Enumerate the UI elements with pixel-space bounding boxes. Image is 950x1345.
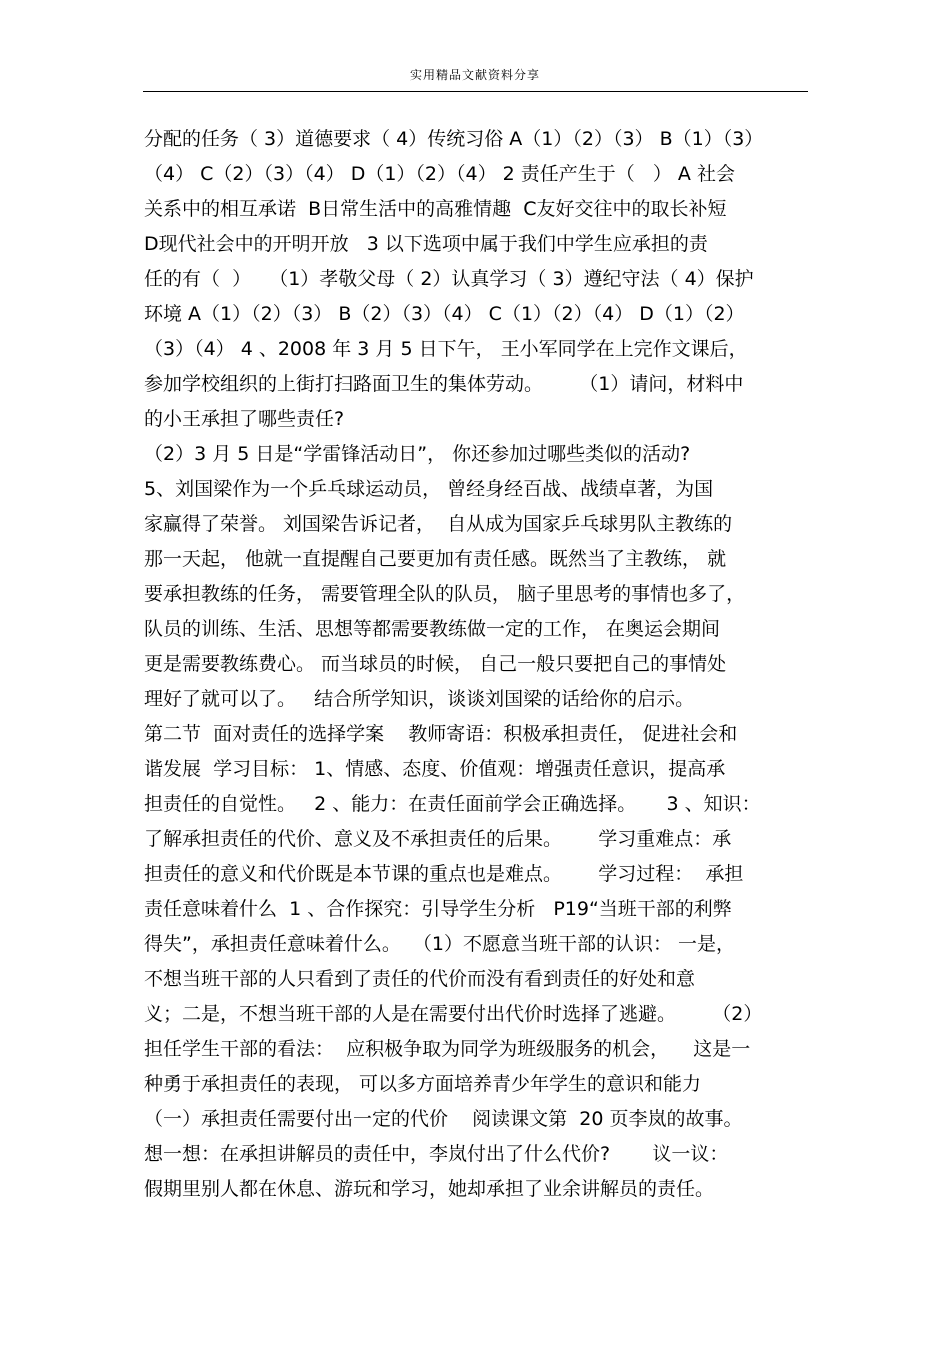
text-line: 分配的任务（ 3）道德要求（ 4）传统习俗 A（1）（2）（3） B（1）（3） (144, 128, 764, 150)
text-line: 的小王承担了哪些责任? (144, 408, 345, 430)
text-line: 担责任的自觉性。 2 、能力：在责任面前学会正确选择。 3 、知识： (144, 793, 761, 815)
page-header: 实用精品文献资料分享 (409, 68, 540, 82)
text-line: 假期里别人都在休息、游玩和学习，她却承担了业余讲解员的责任。 (144, 1178, 715, 1200)
text-line: D现代社会中的开明开放 3 以下选项中属于我们中学生应承担的责 (144, 233, 708, 255)
text-line: （4） C（2）（3）（4） D（1）（2）（4） 2 责任产生于（ ） A 社会 (144, 163, 735, 185)
text-line: 第二节 面对责任的选择学案 教师寄语：积极承担责任， 促进社会和 (144, 723, 738, 745)
text-line: 担责任的意义和代价既是本节课的重点也是难点。 学习过程： 承担 (144, 863, 744, 885)
text-line: 关系中的相互承诺 B日常生活中的高雅情趣 C友好交往中的取长补短 (144, 198, 727, 220)
document-body (144, 122, 814, 1207)
text-line: 家赢得了荣誉。 刘国梁告诉记者， 自从成为国家乒乓球男队主教练的 (144, 513, 733, 535)
text-line: 义；二是，不想当班干部的人是在需要付出代价时选择了逃避。 （2） (144, 1003, 763, 1025)
text-line: 责任意味着什么 1 、合作探究：引导学生分析 P19“当班干部的利弊 (144, 898, 732, 920)
text-line: 理好了就可以了。 结合所学知识，谈谈刘国梁的话给你的启示。 (144, 688, 695, 710)
text-line: 那一天起， 他就一直提醒自己要更加有责任感。既然当了主教练， 就 (144, 548, 727, 570)
text-line: 队员的训练、生活、思想等都需要教练做一定的工作， 在奥运会期间 (144, 618, 721, 640)
text-line: 想一想：在承担讲解员的责任中，李岚付出了什么代价? 议一议： (144, 1143, 729, 1165)
text-line: 不想当班干部的人只看到了责任的代价而没有看到责任的好处和意 (144, 968, 696, 990)
header-divider (143, 91, 808, 92)
text-line: 担任学生干部的看法： 应积极争取为同学为班级服务的机会， 这是一 (144, 1038, 751, 1060)
text-line: 更是需要教练费心。 而当球员的时候， 自己一般只要把自己的事情处 (144, 653, 727, 675)
text-line: 种勇于承担责任的表现， 可以多方面培养青少年学生的意识和能力 (144, 1073, 702, 1095)
text-line: 了解承担责任的代价、意义及不承担责任的后果。 学习重难点：承 (144, 828, 732, 850)
text-line: 谐发展 学习目标： 1、情感、态度、价值观：增强责任意识，提高承 (144, 758, 726, 780)
text-line: （3）（4） 4 、2008 年 3 月 5 日下午， 王小军同学在上完作文课后， (144, 338, 748, 360)
text-line: （一）承担责任需要付出一定的代价 阅读课文第 20 页李岚的故事。 (144, 1108, 743, 1130)
text-line: 要承担教练的任务， 需要管理全队的队员， 脑子里思考的事情也多了， (144, 583, 746, 605)
text-line: 任的有（ ） （1）孝敬父母（ 2）认真学习（ 3）遵纪守法（ 4）保护 (144, 268, 754, 290)
text-line: 得失”，承担责任意味着什么。 （1）不愿意当班干部的认识： 一是， (144, 933, 736, 955)
text-line: 环境 A（1）（2）（3） B（2）（3）（4） C（1）（2）（4） D（1）（2） (144, 303, 745, 325)
text-line: 参加学校组织的上街打扫路面卫生的集体劳动。 （1）请问，材料中 (144, 373, 744, 395)
text-line: （2）3 月 5 日是“学雷锋活动日”， 你还参加过哪些类似的活动? (144, 443, 691, 465)
text-line: 5、刘国梁作为一个乒乓球运动员， 曾经身经百战、战绩卓著，为国 (144, 478, 714, 500)
